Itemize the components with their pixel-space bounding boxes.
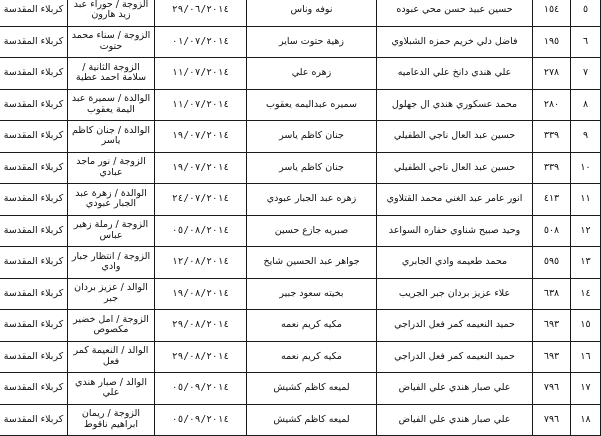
mother-name: جنان كاظم ياسر (247, 152, 377, 184)
full-name: حسين عبيد حسن محي عبوده (377, 0, 533, 26)
mother-name: لميعه كاظم كشيش (247, 404, 377, 436)
relative-relation: الزوجة / امل خضير مكصوص (68, 310, 155, 342)
governorate: كربلاء المقدسة (0, 215, 68, 247)
table-row (0, 404, 601, 436)
record-code: ٦٩٣ (533, 310, 571, 342)
row-number: ١٥ (571, 310, 601, 342)
record-code: ١٩٥ (533, 26, 571, 58)
mother-name: نوفه وناس (247, 0, 377, 26)
full-name: وحيد صبيح شناوي حفاره السواعد (377, 215, 533, 247)
governorate: كربلاء المقدسة (0, 0, 68, 26)
mother-name: سميره عبداليمه يعقوب (247, 89, 377, 121)
table-row (0, 310, 601, 342)
relative-relation: الزوجة / نور ماجد عبادي (68, 152, 155, 184)
governorate: كربلاء المقدسة (0, 247, 68, 279)
relative-relation: الوالد / صبار هندي علي (68, 373, 155, 405)
event-date: ٢٩/٠٨/٢٠١٤ (155, 341, 247, 373)
relative-relation: الزوجة / سناء محمد حتوت (68, 26, 155, 58)
event-date: ٠٥/٠٩/٢٠١٤ (155, 373, 247, 405)
mother-name: مكيه كريم نعمه (247, 341, 377, 373)
mother-name: بخيته سعود جبير (247, 278, 377, 310)
record-code: ٢٧٨ (533, 58, 571, 90)
event-date: ٠١/٠٧/٢٠١٤ (155, 26, 247, 58)
governorate: كربلاء المقدسة (0, 121, 68, 153)
full-name: علي صبار هندي علي الفياض (377, 404, 533, 436)
mother-name: زهية حتوت ساير (247, 26, 377, 58)
row-number: ١١ (571, 184, 601, 216)
relative-relation: الزوجة / ريمان ابراهيم ناقوط (68, 404, 155, 436)
table-row (0, 89, 601, 121)
event-date: ١١/٠٧/٢٠١٤ (155, 58, 247, 90)
mother-name: مكيه كريم نعمه (247, 310, 377, 342)
full-name: حسين عبد العال ناجي الطفيلي (377, 121, 533, 153)
table-row (0, 215, 601, 247)
row-number: ٥ (571, 0, 601, 26)
record-code: ٣٣٩ (533, 152, 571, 184)
full-name: علي صبار هندي علي الفياض (377, 373, 533, 405)
event-date: ٢٩/٠٨/٢٠١٤ (155, 310, 247, 342)
row-number: ١٨ (571, 404, 601, 436)
table-row (0, 58, 601, 90)
event-date: ٠٥/٠٩/٢٠١٤ (155, 404, 247, 436)
table-row (0, 373, 601, 405)
record-code: ٤١٣ (533, 184, 571, 216)
row-number: ٧ (571, 58, 601, 90)
mother-name: لميعه كاظم كشيش (247, 373, 377, 405)
full-name: محمد عسكوري هندي ال جهلول (377, 89, 533, 121)
table-row (0, 26, 601, 58)
governorate: كربلاء المقدسة (0, 341, 68, 373)
event-date: ١١/٠٧/٢٠١٤ (155, 89, 247, 121)
table-row (0, 341, 601, 373)
full-name: علاء عزيز بردان جبر الجريب (377, 278, 533, 310)
record-code: ٥٠٨ (533, 215, 571, 247)
table-row (0, 152, 601, 184)
governorate: كربلاء المقدسة (0, 310, 68, 342)
event-date: ٠٥/٠٨/٢٠١٤ (155, 215, 247, 247)
mother-name: زهره عبد الجبار عبودي (247, 184, 377, 216)
record-code: ٦٣٨ (533, 278, 571, 310)
row-number: ١٣ (571, 247, 601, 279)
governorate: كربلاء المقدسة (0, 404, 68, 436)
record-code: ٣٣٩ (533, 121, 571, 153)
mother-name: جواهر عبد الحسين شايخ (247, 247, 377, 279)
governorate: كربلاء المقدسة (0, 89, 68, 121)
full-name: حميد النعيمه كمر فعل الدراجي (377, 310, 533, 342)
relative-relation: الوالد / النعيمة كمر فعل (68, 341, 155, 373)
relative-relation: الوالدة / زهرة عبد الجبار عبودي (68, 184, 155, 216)
relative-relation: الزوجة الثانية / سلامة احمد عطية (68, 58, 155, 90)
event-date: ٢٩/٠٦/٢٠١٤ (155, 0, 247, 26)
row-number: ١٧ (571, 373, 601, 405)
event-date: ١٩/٠٨/٢٠١٤ (155, 278, 247, 310)
row-number: ٨ (571, 89, 601, 121)
governorate: كربلاء المقدسة (0, 373, 68, 405)
record-code: ٥٩٥ (533, 247, 571, 279)
event-date: ٢٤/٠٧/٢٠١٤ (155, 184, 247, 216)
governorate: كربلاء المقدسة (0, 58, 68, 90)
mother-name: جنان كاظم ياسر (247, 121, 377, 153)
full-name: حسين عبد العال ناجي الطفيلي (377, 152, 533, 184)
governorate: كربلاء المقدسة (0, 184, 68, 216)
full-name: علي هندي دانخ علي الدعاميه (377, 58, 533, 90)
event-date: ١٩/٠٧/٢٠١٤ (155, 152, 247, 184)
governorate: كربلاء المقدسة (0, 152, 68, 184)
relative-relation: الوالدة / جنان كاظم ياسر (68, 121, 155, 153)
relative-relation: الوالدة / سميرة عبد اليمة يعقوب (68, 89, 155, 121)
mother-name: صبريه جازع حسين (247, 215, 377, 247)
row-number: ١٤ (571, 278, 601, 310)
record-code: ٧٩٦ (533, 404, 571, 436)
event-date: ١٢/٠٨/٢٠١٤ (155, 247, 247, 279)
relative-relation: الزوجة / انتظار جبار وادي (68, 247, 155, 279)
full-name: محمد طعيمه وادي الجابري (377, 247, 533, 279)
row-number: ١٠ (571, 152, 601, 184)
record-code: ٧٩٦ (533, 373, 571, 405)
row-number: ٦ (571, 26, 601, 58)
record-code: ٢٨٠ (533, 89, 571, 121)
full-name: انور عامر عبد الغني محمد القتلاوي (377, 184, 533, 216)
full-name: فاضل دلي خريم حمزه الشبلاوي (377, 26, 533, 58)
row-number: ٩ (571, 121, 601, 153)
row-number: ١٦ (571, 341, 601, 373)
event-date: ١٩/٠٧/٢٠١٤ (155, 121, 247, 153)
mother-name: زهره علي (247, 58, 377, 90)
row-number: ١٢ (571, 215, 601, 247)
relative-relation: الزوجة / حوراء عبد زيد هارون (68, 0, 155, 26)
table-row (0, 0, 601, 26)
table-row (0, 184, 601, 216)
relative-relation: الزوجة / رملة زهير عباس (68, 215, 155, 247)
table-row (0, 247, 601, 279)
governorate: كربلاء المقدسة (0, 26, 68, 58)
record-code: ١٥٤ (533, 0, 571, 26)
full-name: حميد النعيمه كمر فعل الدراجي (377, 341, 533, 373)
relative-relation: الوالد / عزيز بردان جبر (68, 278, 155, 310)
table-row (0, 278, 601, 310)
table-row (0, 121, 601, 153)
governorate: كربلاء المقدسة (0, 278, 68, 310)
record-code: ٦٩٣ (533, 341, 571, 373)
